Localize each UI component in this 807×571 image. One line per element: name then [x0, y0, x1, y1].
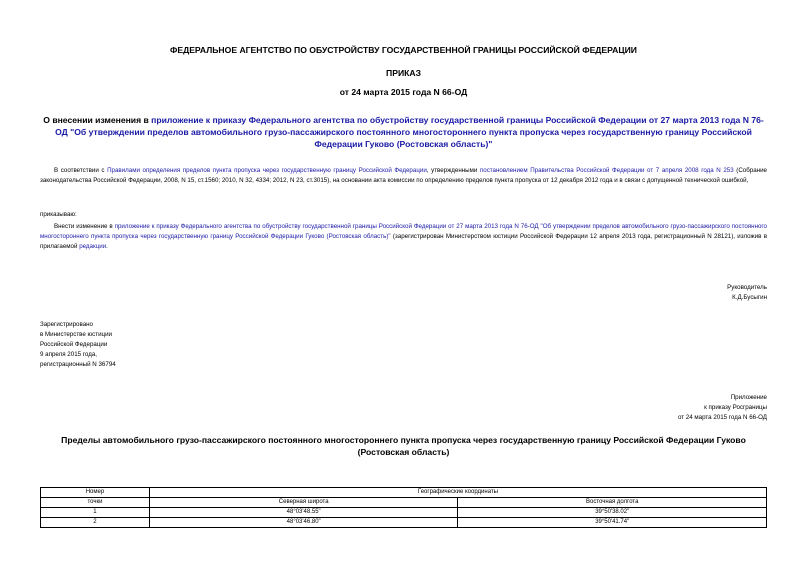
- east-longitude: 39°50'38.02": [458, 508, 767, 518]
- operative-text-2: (зарегистрирован Министерством юстиции Российской Федерации 12 апреля 2013 года, регистрационный N 28121), изложив в прилагаемой: [40, 233, 767, 250]
- document-type: ПРИКАЗ: [386, 68, 421, 78]
- rules-link[interactable]: Правилами определения пределов пункта пропуска через государственную границу Российской Федерации: [107, 167, 427, 174]
- point-number: 1: [41, 508, 150, 518]
- preamble-text-3: (Собрание законодательства Российской Федерации, 2008, N 15, ст.1560; 2010, N 32, 4334; 2012, N 23, ст.3015), на основании акта комиссии по определению пределов пункта пропуска от 12 декабря 2012 года и в связи с допущенной технической ошибкой,: [40, 167, 767, 184]
- appendix-line: от 24 марта 2015 года N 66-ОД: [677, 414, 767, 421]
- signature-block: [727, 283, 767, 303]
- header-north: Северная широта: [149, 498, 458, 508]
- table-header-row: [41, 498, 767, 508]
- registration-line: регистрационный N 36794: [40, 361, 116, 368]
- order-title-link[interactable]: приложение к приказу Федерального агентства по обустройству государственной границы Российской Федерации от 27 марта 2013 года N 76-ОД "Об утверждении пределов автомобильного грузо-пассажирского постоянного многостороннего пункта пропуска через государственную границу Российской Федерации Гуково (Ростовская область)": [55, 115, 764, 149]
- header-number: Номер: [41, 488, 150, 498]
- preamble-text-1: В соответствии с: [54, 167, 108, 174]
- north-latitude: 48°03'48.55": [149, 508, 458, 518]
- order-date-number: от 24 марта 2015 года N 66-ОД: [339, 87, 468, 97]
- order-title: [40, 114, 767, 150]
- east-longitude: 39°50'41.74": [458, 518, 767, 528]
- appendix-line: к приказу Росграницы: [704, 404, 767, 411]
- registration-line: Зарегистрировано: [40, 321, 93, 328]
- north-latitude: 48°03'46.80": [149, 518, 458, 528]
- header-geo: Географические координаты: [149, 488, 766, 498]
- table-header-row: [41, 488, 767, 498]
- table-row: [41, 518, 767, 528]
- registration-line: Российской Федерации: [40, 341, 108, 348]
- coordinates-table: [40, 487, 767, 528]
- operative-paragraph: [40, 222, 767, 252]
- limits-title: Пределы автомобильного грузо-пассажирского постоянного многостороннего пункта пропуска через государственную границу Российской Федерации Гуково (Ростовская область): [61, 435, 746, 457]
- point-number: 2: [41, 518, 150, 528]
- preamble-text-2: , утвержденными: [426, 167, 480, 174]
- appendix-line: Приложение: [730, 394, 767, 401]
- preamble-paragraph: [40, 166, 767, 186]
- operative-text-3: .: [106, 243, 108, 250]
- registration-line: в Министерстве юстиции: [40, 331, 113, 338]
- government-decree-link[interactable]: постановлением Правительства Российской Федерации от 7 апреля 2008 года N 253: [479, 167, 734, 174]
- header-point: точки: [41, 498, 150, 508]
- order-title-prefix: О внесении изменения в: [43, 115, 152, 125]
- registration-block: [40, 320, 116, 370]
- agency-heading: ФЕДЕРАЛЬНОЕ АГЕНТСТВО ПО ОБУСТРОЙСТВУ ГОСУДАРСТВЕННОЙ ГРАНИЦЫ РОССИЙСКОЙ ФЕДЕРАЦИИ: [170, 45, 637, 55]
- edition-link[interactable]: редакции: [79, 243, 107, 250]
- signatory-position: Руководитель: [727, 284, 767, 291]
- amended-order-link[interactable]: приложение к приказу Федерального агентства по обустройству государственной границы Российской Федерации от 27 марта 2013 года N 76-ОД "Об утверждении пределов автомобильного грузо-пассажирского постоянного многостороннего пункта пропуска через государственную границу Российской Федерации Гуково (Ростовская область)": [40, 223, 767, 240]
- operative-text-1: Внести изменение в: [54, 223, 115, 230]
- registration-line: 9 апреля 2015 года,: [40, 351, 97, 358]
- table-row: [41, 508, 767, 518]
- order-word: приказываю:: [40, 211, 77, 218]
- header-east: Восточная долгота: [458, 498, 767, 508]
- signatory-name: К.Д.Бусыгин: [732, 294, 767, 301]
- appendix-block: [678, 393, 767, 423]
